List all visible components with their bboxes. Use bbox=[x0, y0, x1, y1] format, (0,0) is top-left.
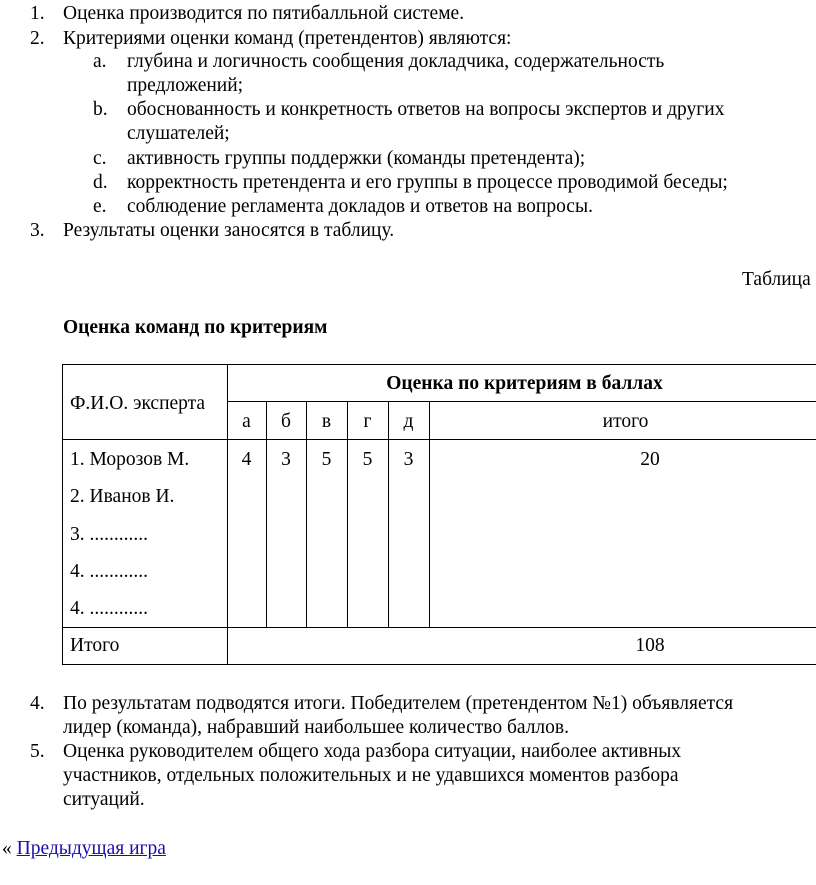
table-border bbox=[62, 439, 816, 440]
score-cell: 5 bbox=[362, 449, 373, 470]
criteria-text: соблюдение регламента докладов и ответов на вопросы. bbox=[127, 196, 593, 217]
table-title: Оценка команд по критериям bbox=[63, 317, 328, 338]
table-border bbox=[306, 401, 307, 628]
list-text: Критериями оценки команд (претендентов) являются: bbox=[63, 28, 512, 49]
table-border bbox=[388, 401, 389, 628]
list-number: 5. bbox=[30, 741, 45, 762]
column-header: г bbox=[363, 411, 372, 432]
score-cell: 4 bbox=[241, 449, 252, 470]
criteria-letter: d. bbox=[93, 172, 108, 193]
header-scores: Оценка по критериям в баллах bbox=[386, 373, 663, 394]
list-text: Оценка производится по пятибалльной системе. bbox=[63, 3, 465, 24]
nav-prefix: « bbox=[2, 838, 12, 859]
total-cell: 20 bbox=[640, 449, 660, 470]
previous-game-link[interactable]: Предыдущая игра bbox=[16, 838, 166, 859]
column-header: б bbox=[281, 411, 291, 432]
criteria-text: предложений; bbox=[127, 75, 244, 96]
list-text: По результатам подводятся итоги. Победителем (претендентом №1) объявляется bbox=[63, 693, 734, 714]
score-cell: 3 bbox=[403, 449, 414, 470]
list-number: 3. bbox=[30, 220, 45, 241]
table-border bbox=[266, 401, 267, 628]
list-text: Результаты оценки заносятся в таблицу. bbox=[63, 220, 395, 241]
expert-name: 1. Морозов М. bbox=[70, 449, 190, 470]
criteria-letter: e. bbox=[93, 196, 107, 217]
criteria-text: глубина и логичность сообщения докладчика, содержательность bbox=[127, 51, 665, 72]
criteria-text: слушателей; bbox=[127, 123, 230, 144]
header-expert: Ф.И.О. эксперта bbox=[70, 393, 206, 414]
previous-game-nav bbox=[2, 837, 166, 861]
criteria-letter: a. bbox=[93, 51, 107, 72]
criteria-letter: c. bbox=[93, 148, 107, 169]
list-text: лидер (команда), набравший наибольшее количество баллов. bbox=[63, 717, 570, 738]
table-border bbox=[62, 664, 816, 665]
column-header: итого bbox=[602, 411, 649, 432]
expert-name: 3. ............ bbox=[70, 524, 148, 545]
table-border bbox=[227, 401, 816, 402]
column-header: д bbox=[403, 411, 414, 432]
criteria-text: активность группы поддержки (команды претендента); bbox=[127, 148, 586, 169]
column-header: в bbox=[321, 411, 332, 432]
column-header: а bbox=[242, 411, 251, 432]
list-text: ситуаций. bbox=[63, 789, 145, 810]
scores-table bbox=[62, 364, 816, 665]
expert-name: 2. Иванов И. bbox=[70, 486, 175, 507]
footer-label: Итого bbox=[70, 635, 120, 656]
list-number: 1. bbox=[30, 3, 45, 24]
table-border bbox=[429, 401, 430, 628]
list-text: Оценка руководителем общего хода разбора ситуации, наиболее активных bbox=[63, 741, 682, 762]
criteria-text: обоснованность и конкретность ответов на вопросы экспертов и других bbox=[127, 99, 725, 120]
footer-total: 108 bbox=[635, 635, 665, 656]
table-caption: Таблица bbox=[742, 269, 811, 290]
expert-name: 4. ............ bbox=[70, 598, 148, 619]
list-text: участников, отдельных положительных и не удавшихся моментов разбора bbox=[63, 765, 679, 786]
expert-name: 4. ............ bbox=[70, 561, 148, 582]
score-cell: 5 bbox=[321, 449, 332, 470]
table-border bbox=[62, 364, 816, 365]
criteria-text: корректность претендента и его группы в процессе проводимой беседы; bbox=[127, 172, 728, 193]
list-number: 2. bbox=[30, 28, 45, 49]
table-border bbox=[62, 627, 816, 628]
table-border bbox=[347, 401, 348, 628]
list-number: 4. bbox=[30, 693, 45, 714]
table-border bbox=[62, 364, 63, 665]
score-cell: 3 bbox=[281, 449, 291, 470]
criteria-letter: b. bbox=[93, 99, 108, 120]
